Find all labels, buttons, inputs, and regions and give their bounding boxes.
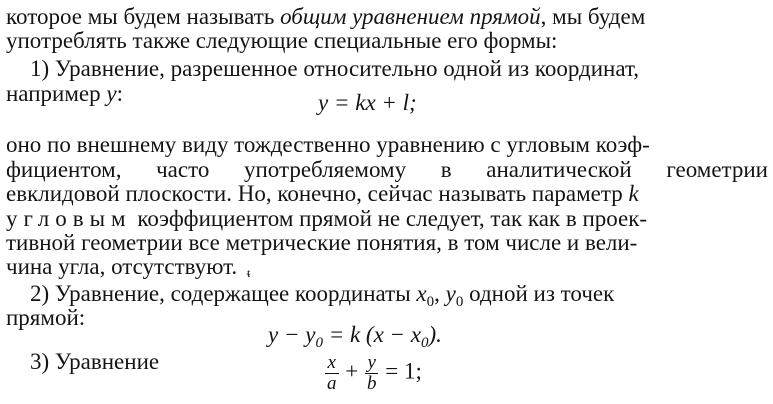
denominator: b <box>366 372 377 394</box>
eq-rest: = 1; <box>379 358 422 384</box>
text-run: , <box>434 281 446 306</box>
text-line-2: употреблять также следующие специальные его формы: <box>6 28 558 53</box>
text-run: коэффициентом прямой не следует, так как в проек- <box>131 206 648 231</box>
var-k: k <box>628 181 639 206</box>
text-line-4 <box>6 82 123 105</box>
item-1-heading: 1) Уравнение, разрешенное относительно одной из координат, <box>30 56 640 81</box>
term-general-line-equation: общим уравнением прямой <box>280 4 541 29</box>
text-line-8 <box>6 207 647 230</box>
fraction-x-over-a <box>325 353 339 394</box>
text-run: евклидовой плоскости. Но, конечно, сейчас называть параметр <box>6 181 623 206</box>
numerator: y <box>365 353 379 374</box>
text-line-7 <box>6 182 639 205</box>
word: геометрии <box>666 157 768 182</box>
plus-sign: + <box>339 358 364 384</box>
subscript: 0 <box>421 335 429 351</box>
text-run: одной из точек <box>463 281 615 306</box>
eq-part: y − y <box>268 322 316 347</box>
fraction-y-over-b <box>365 353 379 394</box>
var-y: y <box>106 81 117 106</box>
spaced-term-uglovym: угловым <box>6 206 132 231</box>
text-line-12: прямой: <box>6 305 86 330</box>
text-run: : <box>116 81 123 106</box>
text-line-9: тивной геометрии все метрические понятия, в том числе и вели- <box>6 230 638 255</box>
subscript: 0 <box>426 294 435 310</box>
text-run: которое мы будем называть <box>6 4 281 29</box>
numerator: x <box>325 353 339 374</box>
equation-slope-form: y = kx + l; <box>318 90 417 115</box>
denominator: a <box>327 372 337 394</box>
eq-part: ). <box>428 322 442 347</box>
word: употребляемому <box>243 157 407 182</box>
subscript: 0 <box>315 335 323 351</box>
word: часто <box>156 157 210 182</box>
word: в <box>440 157 452 182</box>
text-run: например <box>6 81 107 106</box>
subscript: 0 <box>455 294 464 310</box>
equation-intercept-form <box>324 353 422 394</box>
var-y: y <box>445 281 456 306</box>
text-run: , мы будем <box>540 4 646 29</box>
word: фициентом, <box>6 157 122 182</box>
item-2-heading <box>30 281 615 310</box>
equation-point-slope-form <box>268 322 442 351</box>
eq-part: = k (x − x <box>322 322 422 347</box>
stray-mark: ᵵ <box>247 266 251 280</box>
word: аналитической <box>486 157 632 182</box>
var-x: x <box>416 281 427 306</box>
text-line-10: чина угла, отсутствуют. <box>6 254 238 279</box>
text-line-5: оно по внешнему виду тождественно уравнению с угловым коэф- <box>6 132 650 157</box>
item-3-heading: 3) Уравнение <box>30 349 160 374</box>
text-line-1 <box>6 5 645 28</box>
text-run: 2) Уравнение, содержащее координаты <box>30 281 417 306</box>
